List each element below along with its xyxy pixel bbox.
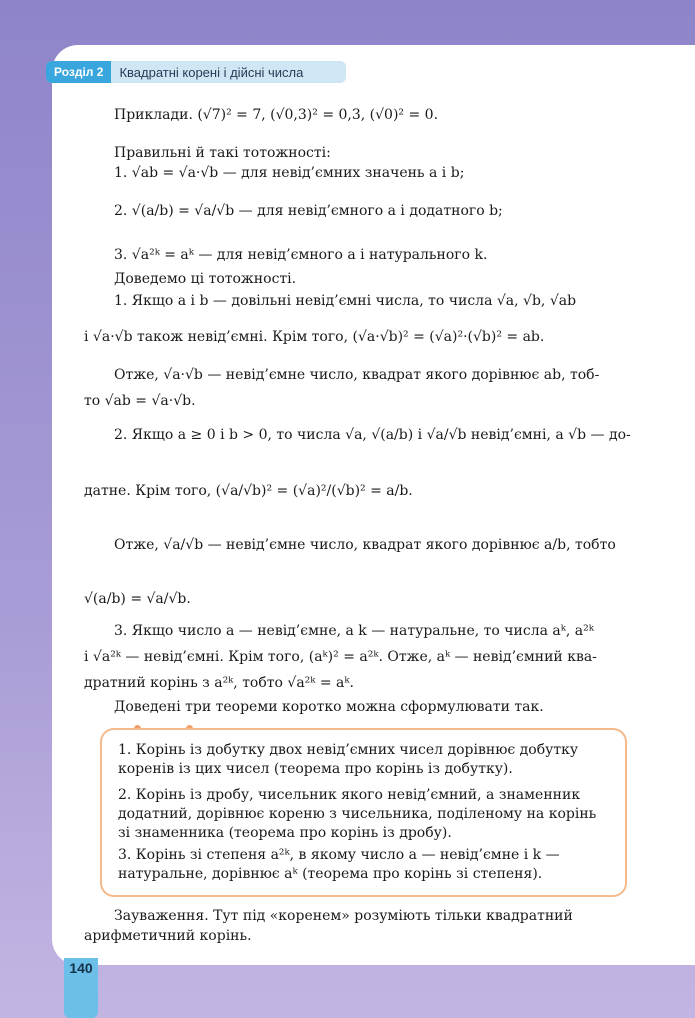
page-number: 140 [69,960,93,976]
proof-2-line-d: √(a/b) = √a/√b. [84,591,191,607]
theorem-2: 2. Корінь із дробу, чисельник якого невід’ємний, а знаменник додатний, дорівнює кореню з чисельника, поділеному на корінь зі знаменника (теорема про корінь із дробу). [118,787,597,841]
examples-line: Приклади. (√7)² = 7, (√0,3)² = 0,3, (√0)² = 0. [114,107,439,123]
proof-2-line-c: Отже, √a/√b — невід’ємне число, квадрат якого дорівнює a/b, тобто [114,537,616,553]
section-title: Квадратні корені і дійсні числа [119,64,304,80]
note: Зауваження. Тут під «коренем» розуміють тільки квадратний арифметичний корінь. [84,908,573,944]
page-number-tab [64,958,98,1018]
proof-1-line-c: Отже, √a·√b — невід’ємне число, квадрат якого дорівнює ab, тоб- [114,367,600,383]
identities-intro: Правильні й такі тотожності: [114,145,331,161]
proof-1-line-a: 1. Якщо a і b — довільні невід’ємні числа, то числа √a, √b, √ab [114,293,577,309]
prove-line: Доведемо ці тотожності. [114,271,297,287]
theorem-1: 1. Корінь із добутку двох невід’ємних чисел дорівнює добутку коренів із цих чисел (теорема про корінь із добутку). [118,742,579,777]
identity-2: 2. √(a/b) = √a/√b — для невід’ємного a і додатного b; [114,203,503,219]
identity-1: 1. √ab = √a·√b — для невід’ємних значень a і b; [114,165,465,181]
proof-2-line-a: 2. Якщо a ≥ 0 і b > 0, то числа √a, √(a/b) і √a/√b невід’ємні, а √b — до- [114,427,631,443]
summary-line: Доведені три теореми коротко можна сформулювати так. [114,699,544,715]
proof-1-line-b: і √a·√b також невід’ємні. Крім того, (√a·√b)² = (√a)²·(√b)² = ab. [84,329,545,345]
section-header [46,61,346,83]
identity-3: 3. √a²ᵏ = aᵏ — для невід’ємного a і натурального k. [114,247,488,263]
proof-3-line-b: і √a²ᵏ — невід’ємні. Крім того, (aᵏ)² = a²ᵏ. Отже, aᵏ — невід’ємний ква- [84,649,597,665]
theorem-3: 3. Корінь зі степеня a²ᵏ, в якому число a — невід’ємне і k — натуральне, дорівнює aᵏ (теорема про корінь зі степеня). [118,847,560,882]
proof-1-line-d: то √ab = √a·√b. [84,393,196,409]
section-badge: Розділ 2 [46,61,111,83]
proof-3-line-c: дратний корінь з a²ᵏ, тобто √a²ᵏ = aᵏ. [84,675,354,691]
proof-3-line-a: 3. Якщо число a — невід’ємне, а k — натуральне, то числа aᵏ, a²ᵏ [114,623,594,639]
proof-2-line-b: датне. Крім того, (√a/√b)² = (√a)²/(√b)² = a/b. [84,483,413,499]
